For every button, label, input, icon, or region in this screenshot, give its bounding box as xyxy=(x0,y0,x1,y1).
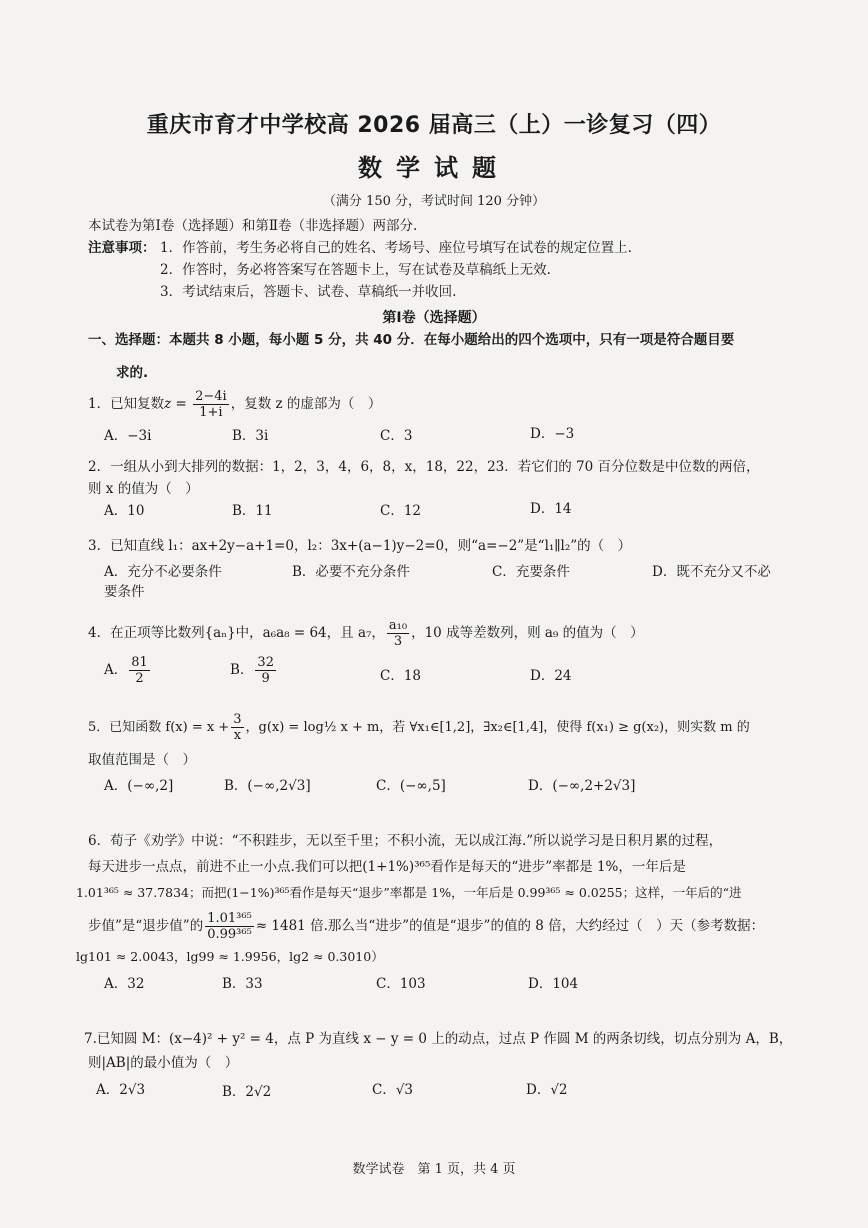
q4-option-b-num: 32 xyxy=(257,655,274,670)
question-6-line-4 xyxy=(88,910,764,942)
note-item-2: 2．作答时，务必将答案写在答题卡上，写在试卷及草稿纸上无效. xyxy=(160,262,551,278)
q4-fraction xyxy=(387,618,409,649)
question-7-line-1: 7.已知圆 M：(x−4)² + y² = 4，点 P 为直线 x − y = 0 上的动点，过点 P 作圆 M 的两条切线，切点分别为 A，B， xyxy=(84,1031,793,1047)
q5-fraction xyxy=(231,712,243,743)
q6-fraction xyxy=(205,911,254,942)
q6-option-d: D．104 xyxy=(528,976,579,992)
q6-option-a: A．32 xyxy=(104,976,145,992)
q2-option-d: D．14 xyxy=(530,501,572,517)
part1-heading-cont: 求的. xyxy=(116,365,149,381)
page-footer: 数学试卷 第 1 页，共 4 页 xyxy=(352,1162,516,1177)
question-1 xyxy=(88,388,381,420)
q7-option-c: C．√3 xyxy=(372,1082,414,1098)
q5-option-c: C．(−∞,5] xyxy=(376,778,446,794)
q1-eq: = xyxy=(171,396,192,412)
q7-option-b: B．2√2 xyxy=(222,1084,272,1100)
notes-label: 注意事项： xyxy=(88,240,156,256)
question-4 xyxy=(88,617,644,649)
q6-line4-post: ≈ 1481 倍.那么当“进步”的值是“退步”的值的 8 倍，大约经过（ ）天（参考数据： xyxy=(255,918,765,934)
q2-option-b: B．11 xyxy=(232,503,273,519)
q4-option-b-label: B． xyxy=(230,662,254,678)
q3-option-a: A．充分不必要条件 xyxy=(104,564,222,580)
q6-option-b: B．33 xyxy=(222,976,263,992)
q1-pre: 1．已知复数 xyxy=(88,396,165,412)
q4-num: a₁₀ xyxy=(388,618,408,633)
q4-pre: 4．在正项等比数列{aₙ}中，a₆a₈ = 64，且 a₇， xyxy=(88,625,385,641)
q1-option-a: A．−3i xyxy=(104,428,152,444)
q2-option-c: C．12 xyxy=(380,503,422,519)
q5-num: 3 xyxy=(233,712,242,727)
q5-post: ，g(x) = log½ x + m，若 ∀x₁∈[1,2]，∃x₂∈[1,4]，使得 f(x₁) ≥ g(x₂)，则实数 m 的 xyxy=(245,720,750,735)
question-6-line-2: 每天进步一点点，前进不止一小点.我们可以把(1+1%)³⁶⁵看作是每天的“进步”率都是 1%，一年后是 xyxy=(88,859,686,875)
q4-option-a-num: 81 xyxy=(131,655,148,670)
intro-text: 本试卷为第Ⅰ卷（选择题）和第Ⅱ卷（非选择题）两部分. xyxy=(88,218,418,234)
question-7-line-2: 则|AB|的最小值为（ ） xyxy=(88,1055,239,1071)
q3-option-d-cont: 要条件 xyxy=(104,584,145,600)
q5-option-b: B．(−∞,2√3] xyxy=(224,778,311,794)
q4-option-a-fraction xyxy=(129,655,150,686)
question-2-line-2: 则 x 的值为（ ） xyxy=(88,481,199,497)
q7-option-d: D．√2 xyxy=(526,1082,568,1098)
q4-option-a xyxy=(104,655,152,686)
part1-heading: 一、选择题：本题共 8 小题，每小题 5 分，共 40 分．在每小题给出的四个选项中，只有一项是符合题目要 xyxy=(88,332,735,348)
q4-option-b-fraction xyxy=(255,655,276,686)
q1-post: ，复数 z 的虚部为（ ） xyxy=(230,396,382,412)
question-5 xyxy=(88,712,750,744)
q4-option-b-den: 9 xyxy=(261,671,270,686)
exam-title: 重庆市育才中学校高 2026 届高三（上）一诊复习（四） xyxy=(146,113,722,138)
question-2-line-1: 2．一组从小到大排列的数据：1，2，3，4，6，8，x，18，22，23．若它们的 70 百分位数是中位数的两倍， xyxy=(88,459,760,475)
q1-option-c: C．3 xyxy=(380,428,413,444)
q3-option-d: D．既不充分又不必 xyxy=(652,564,771,580)
q4-post: ，10 成等差数列，则 a₉ 的值为（ ） xyxy=(411,625,644,641)
question-6-line-1: 6．荀子《劝学》中说：“不积跬步，无以至千里；不积小流，无以成江海.”所以说学习是日积月累的过程， xyxy=(88,833,723,849)
section-title: 第Ⅰ卷（选择题） xyxy=(382,310,486,326)
q4-option-b xyxy=(230,655,278,686)
q6-num: 1.01³⁶⁵ xyxy=(207,911,252,926)
q4-option-a-label: A． xyxy=(104,662,128,678)
q3-option-b: B．必要不充分条件 xyxy=(292,564,410,580)
q7-option-a: A．2√3 xyxy=(96,1082,146,1098)
q5-option-a: A．(−∞,2] xyxy=(104,778,174,794)
q6-line4-pre: 步值”是“退步值”的 xyxy=(88,918,204,934)
q4-option-a-den: 2 xyxy=(135,671,144,686)
q6-den: 0.99³⁶⁵ xyxy=(207,927,252,942)
q5-pre: 5．已知函数 f(x) = x + xyxy=(88,720,230,735)
question-6-line-3: 1.01³⁶⁵ ≈ 37.7834；而把(1−1%)³⁶⁵看作是每天“退步”率都是 1%，一年后是 0.99³⁶⁵ ≈ 0.0255；这样，一年后的“进 xyxy=(76,885,742,900)
q3-option-c: C．充要条件 xyxy=(492,564,570,580)
question-6-line-5: lg101 ≈ 2.0043，lg99 ≈ 1.9956，lg2 ≈ 0.3010） xyxy=(76,949,384,964)
note-item-1: 1．作答前，考生务必将自己的姓名、考场号、座位号填写在试卷的规定位置上. xyxy=(160,240,632,256)
question-3: 3．已知直线 l₁：ax+2y−a+1=0，l₂：3x+(a−1)y−2=0，则“a=−2”是“l₁∥l₂”的（ ） xyxy=(88,538,632,554)
q4-option-c: C．18 xyxy=(380,668,422,684)
q5-den: x xyxy=(233,728,242,743)
q5-option-d: D．(−∞,2+2√3] xyxy=(528,778,636,794)
q1-den: 1+i xyxy=(199,405,223,420)
question-5-line-2: 取值范围是（ ） xyxy=(88,752,196,768)
q2-option-a: A．10 xyxy=(104,503,145,519)
q1-option-d: D．−3 xyxy=(530,426,575,442)
q1-fraction xyxy=(193,389,229,420)
q4-den: 3 xyxy=(393,634,403,649)
q1-num: 2−4i xyxy=(195,389,227,404)
note-item-3: 3．考试结束后，答题卡、试卷、草稿纸一并收回. xyxy=(160,284,457,300)
q6-option-c: C．103 xyxy=(376,976,426,992)
q1-var: z xyxy=(164,396,172,412)
q4-option-d: D．24 xyxy=(530,668,572,684)
q1-option-b: B．3i xyxy=(232,428,269,444)
exam-meta: （满分 150 分，考试时间 120 分钟） xyxy=(322,194,546,209)
exam-subject: 数学试题 xyxy=(358,154,510,182)
